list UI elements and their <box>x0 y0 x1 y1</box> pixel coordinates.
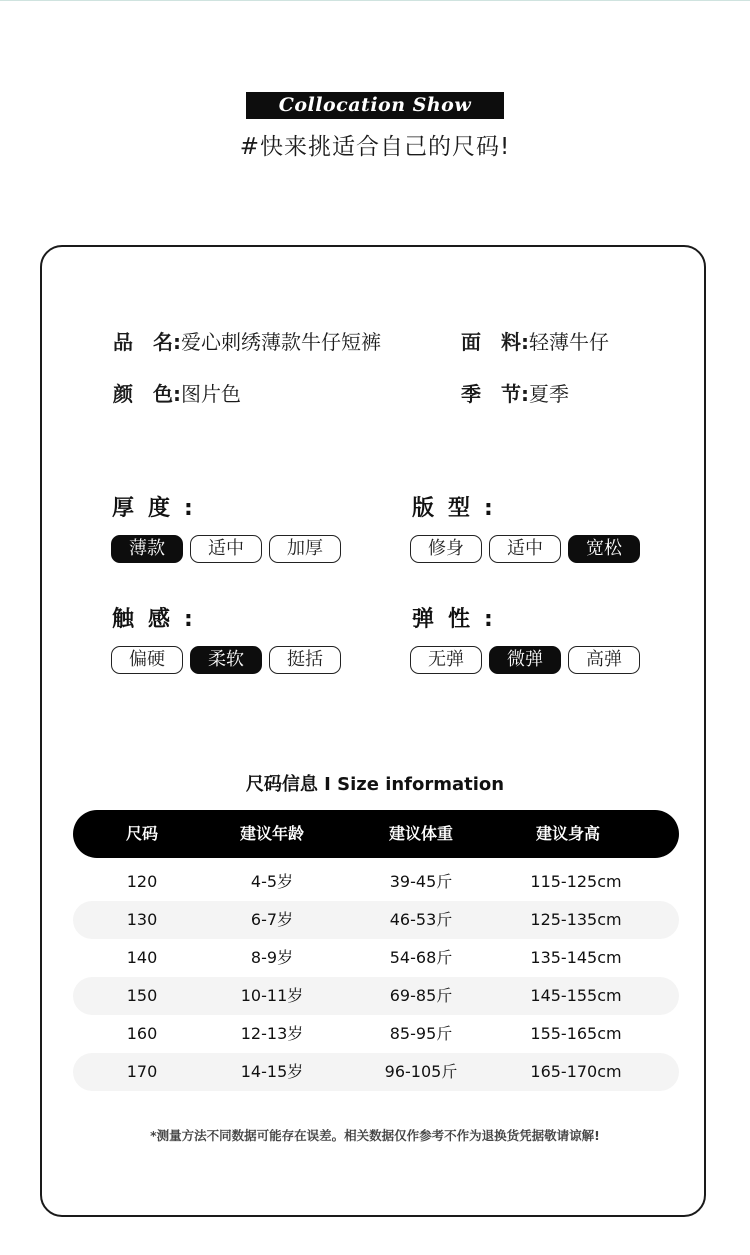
table-cell: 170 <box>126 1062 158 1081</box>
product-name-label: 品 名: <box>113 330 181 354</box>
fit-option[interactable]: 修身 <box>410 535 482 563</box>
fit-options <box>410 535 640 563</box>
table-cell: 160 <box>126 1024 158 1043</box>
table-row <box>73 1015 679 1053</box>
table-row <box>73 939 679 977</box>
table-cell: 85-95斤 <box>389 1024 453 1043</box>
product-season-label: 季 节: <box>461 382 529 406</box>
table-cell: 4-5岁 <box>250 872 294 891</box>
table-cell: 120 <box>126 872 158 891</box>
table-cell: 125-135cm <box>530 910 622 929</box>
table-cell: 8-9岁 <box>250 948 294 967</box>
elasticity-option[interactable]: 微弹 <box>489 646 561 674</box>
product-color <box>113 378 241 407</box>
thickness-options <box>111 535 341 563</box>
table-cell: 165-170cm <box>530 1062 622 1081</box>
feel-option[interactable]: 挺括 <box>269 646 341 674</box>
size-table-title: 尺码信息 I Size information <box>245 774 505 795</box>
table-cell: 10-11岁 <box>240 986 304 1005</box>
table-cell: 130 <box>126 910 158 929</box>
product-fabric-value: 轻薄牛仔 <box>529 330 609 354</box>
page-subtitle: #快来挑适合自己的尺码! <box>239 134 511 160</box>
fit-option[interactable]: 适中 <box>489 535 561 563</box>
column-header: 尺码 <box>125 824 159 843</box>
thickness-option[interactable]: 加厚 <box>269 535 341 563</box>
table-cell: 140 <box>126 948 158 967</box>
table-cell: 39-45斤 <box>389 872 453 891</box>
table-cell: 96-105斤 <box>384 1062 458 1081</box>
table-row <box>73 977 679 1015</box>
product-season-value: 夏季 <box>529 382 569 406</box>
thickness-option[interactable]: 薄款 <box>111 535 183 563</box>
column-header: 建议身高 <box>535 824 601 843</box>
product-color-label: 颜 色: <box>113 382 181 406</box>
fit-option[interactable]: 宽松 <box>568 535 640 563</box>
product-name <box>113 326 381 355</box>
table-row <box>73 901 679 939</box>
table-row <box>73 863 679 901</box>
elasticity-option[interactable]: 高弹 <box>568 646 640 674</box>
product-name-value: 爱心刺绣薄款牛仔短裤 <box>181 330 381 354</box>
column-header: 建议体重 <box>388 824 454 843</box>
feel-options <box>111 646 341 674</box>
top-divider <box>0 0 750 1</box>
table-cell: 135-145cm <box>530 948 622 967</box>
table-cell: 145-155cm <box>530 986 622 1005</box>
elasticity-options <box>410 646 640 674</box>
table-cell: 46-53斤 <box>389 910 453 929</box>
table-cell: 6-7岁 <box>250 910 294 929</box>
disclaimer-note: *测量方法不同数据可能存在误差。相关数据仅作参考不作为退换货凭据敬请谅解! <box>150 1128 600 1143</box>
product-color-value: 图片色 <box>181 382 241 406</box>
table-cell: 54-68斤 <box>389 948 453 967</box>
product-fabric-label: 面 料: <box>461 330 529 354</box>
feel-option[interactable]: 柔软 <box>190 646 262 674</box>
feel-option[interactable]: 偏硬 <box>111 646 183 674</box>
table-cell: 14-15岁 <box>240 1062 304 1081</box>
collocation-banner: Collocation Show <box>246 92 504 119</box>
table-cell: 155-165cm <box>530 1024 622 1043</box>
elasticity-title: 弹性: <box>412 607 507 632</box>
table-cell: 69-85斤 <box>389 986 453 1005</box>
size-table-header <box>73 810 679 858</box>
product-season <box>461 378 569 407</box>
table-row <box>73 1053 679 1091</box>
elasticity-option[interactable]: 无弹 <box>410 646 482 674</box>
feel-title: 触感: <box>112 607 207 632</box>
table-cell: 150 <box>126 986 158 1005</box>
table-cell: 12-13岁 <box>240 1024 304 1043</box>
product-fabric <box>461 326 609 355</box>
column-header: 建议年龄 <box>239 824 305 843</box>
thickness-title: 厚度: <box>112 496 207 521</box>
fit-title: 版型: <box>412 496 507 521</box>
thickness-option[interactable]: 适中 <box>190 535 262 563</box>
table-cell: 115-125cm <box>530 872 622 891</box>
